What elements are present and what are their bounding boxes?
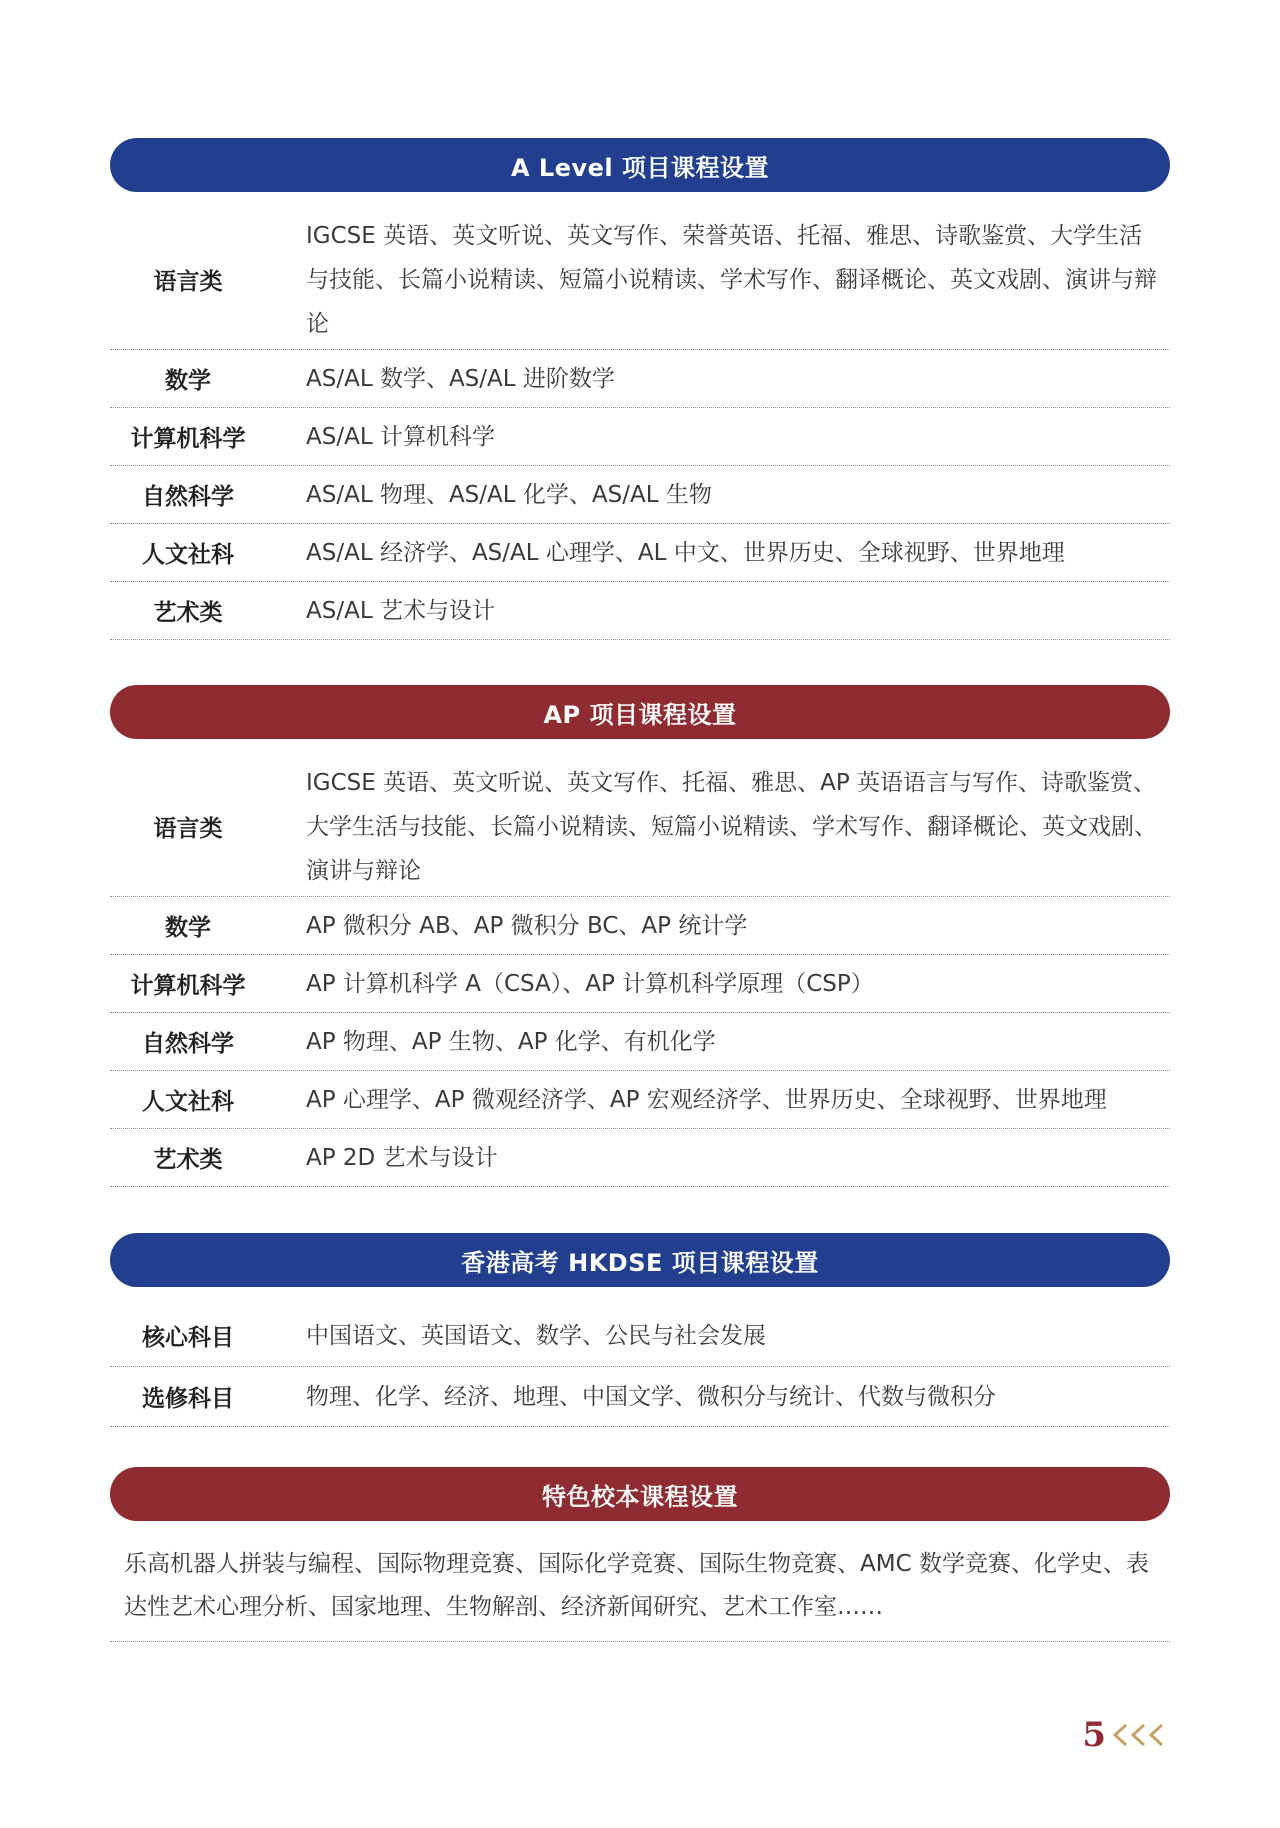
row-category: 语言类	[153, 269, 223, 295]
table-row	[110, 897, 1170, 955]
row-courses: AS/AL 数学、AS/AL 进阶数学	[306, 365, 615, 392]
row-category: 自然科学	[142, 1031, 234, 1057]
table-row	[110, 1013, 1170, 1071]
alevel-section	[110, 138, 1170, 640]
table-row	[110, 1071, 1170, 1129]
triple-chevron-left-icon	[1110, 1720, 1170, 1750]
row-category: 艺术类	[153, 1147, 223, 1173]
table-row	[110, 350, 1170, 408]
row-courses: AS/AL 艺术与设计	[306, 597, 495, 624]
row-courses: AS/AL 物理、AS/AL 化学、AS/AL 生物	[306, 481, 712, 508]
row-category: 核心科目	[142, 1325, 234, 1351]
ap-banner: AP 项目课程设置	[110, 685, 1170, 739]
featured-section	[110, 1467, 1170, 1642]
table-row	[110, 210, 1170, 350]
row-category: 艺术类	[153, 600, 223, 626]
table-row	[110, 408, 1170, 466]
table-row	[110, 524, 1170, 582]
row-courses: AP 2D 艺术与设计	[306, 1144, 498, 1171]
row-category: 人文社科	[142, 1089, 234, 1115]
hkdse-course-table	[110, 1305, 1170, 1427]
row-courses: IGCSE 英语、英文听说、英文写作、荣誉英语、托福、雅思、诗歌鉴赏、大学生活与技能、长篇小说精读、短篇小说精读、学术写作、翻译概论、英文戏剧、演讲与辩论	[306, 222, 1157, 337]
row-courses: AS/AL 经济学、AS/AL 心理学、AL 中文、世界历史、全球视野、世界地理	[306, 539, 1065, 566]
row-category: 自然科学	[142, 484, 234, 510]
row-courses: AP 计算机科学 A（CSA）、AP 计算机科学原理（CSP）	[306, 970, 874, 997]
featured-banner: 特色校本课程设置	[110, 1467, 1170, 1521]
page-number: 5	[1082, 1715, 1106, 1755]
ap-section	[110, 685, 1170, 1187]
row-courses: AP 微积分 AB、AP 微积分 BC、AP 统计学	[306, 912, 748, 939]
alevel-banner: A Level 项目课程设置	[110, 138, 1170, 192]
row-courses: 中国语文、英国语文、数学、公民与社会发展	[306, 1322, 766, 1349]
hkdse-section	[110, 1233, 1170, 1427]
ap-course-table	[110, 757, 1170, 1187]
row-category: 语言类	[153, 816, 223, 842]
table-row	[110, 582, 1170, 640]
row-courses: IGCSE 英语、英文听说、英文写作、托福、雅思、AP 英语语言与写作、诗歌鉴赏、大学生活与技能、长篇小说精读、短篇小说精读、学术写作、翻译概论、英文戏剧、演讲与辩论	[306, 769, 1157, 884]
page-footer	[1082, 1715, 1170, 1755]
table-row	[110, 466, 1170, 524]
alevel-course-table	[110, 210, 1170, 640]
row-courses: AP 心理学、AP 微观经济学、AP 宏观经济学、世界历史、全球视野、世界地理	[306, 1086, 1107, 1113]
row-category: 人文社科	[142, 542, 234, 568]
row-category: 数学	[165, 368, 211, 394]
table-row	[110, 955, 1170, 1013]
row-category: 数学	[165, 915, 211, 941]
table-row	[110, 757, 1170, 897]
row-category: 选修科目	[142, 1386, 234, 1412]
table-row	[110, 1129, 1170, 1187]
row-courses: AP 物理、AP 生物、AP 化学、有机化学	[306, 1028, 716, 1055]
row-category: 计算机科学	[130, 426, 246, 452]
table-row	[110, 1367, 1170, 1427]
row-courses: AS/AL 计算机科学	[306, 423, 495, 450]
row-courses: 物理、化学、经济、地理、中国文学、微积分与统计、代数与微积分	[306, 1383, 996, 1410]
featured-courses-text: 乐高机器人拼装与编程、国际物理竞赛、国际化学竞赛、国际生物竞赛、AMC 数学竞赛、化学史、表达性艺术心理分析、国家地理、生物解剖、经济新闻研究、艺术工作室……	[110, 1543, 1170, 1642]
table-row	[110, 1305, 1170, 1367]
row-category: 计算机科学	[130, 973, 246, 999]
hkdse-banner: 香港高考 HKDSE 项目课程设置	[110, 1233, 1170, 1287]
